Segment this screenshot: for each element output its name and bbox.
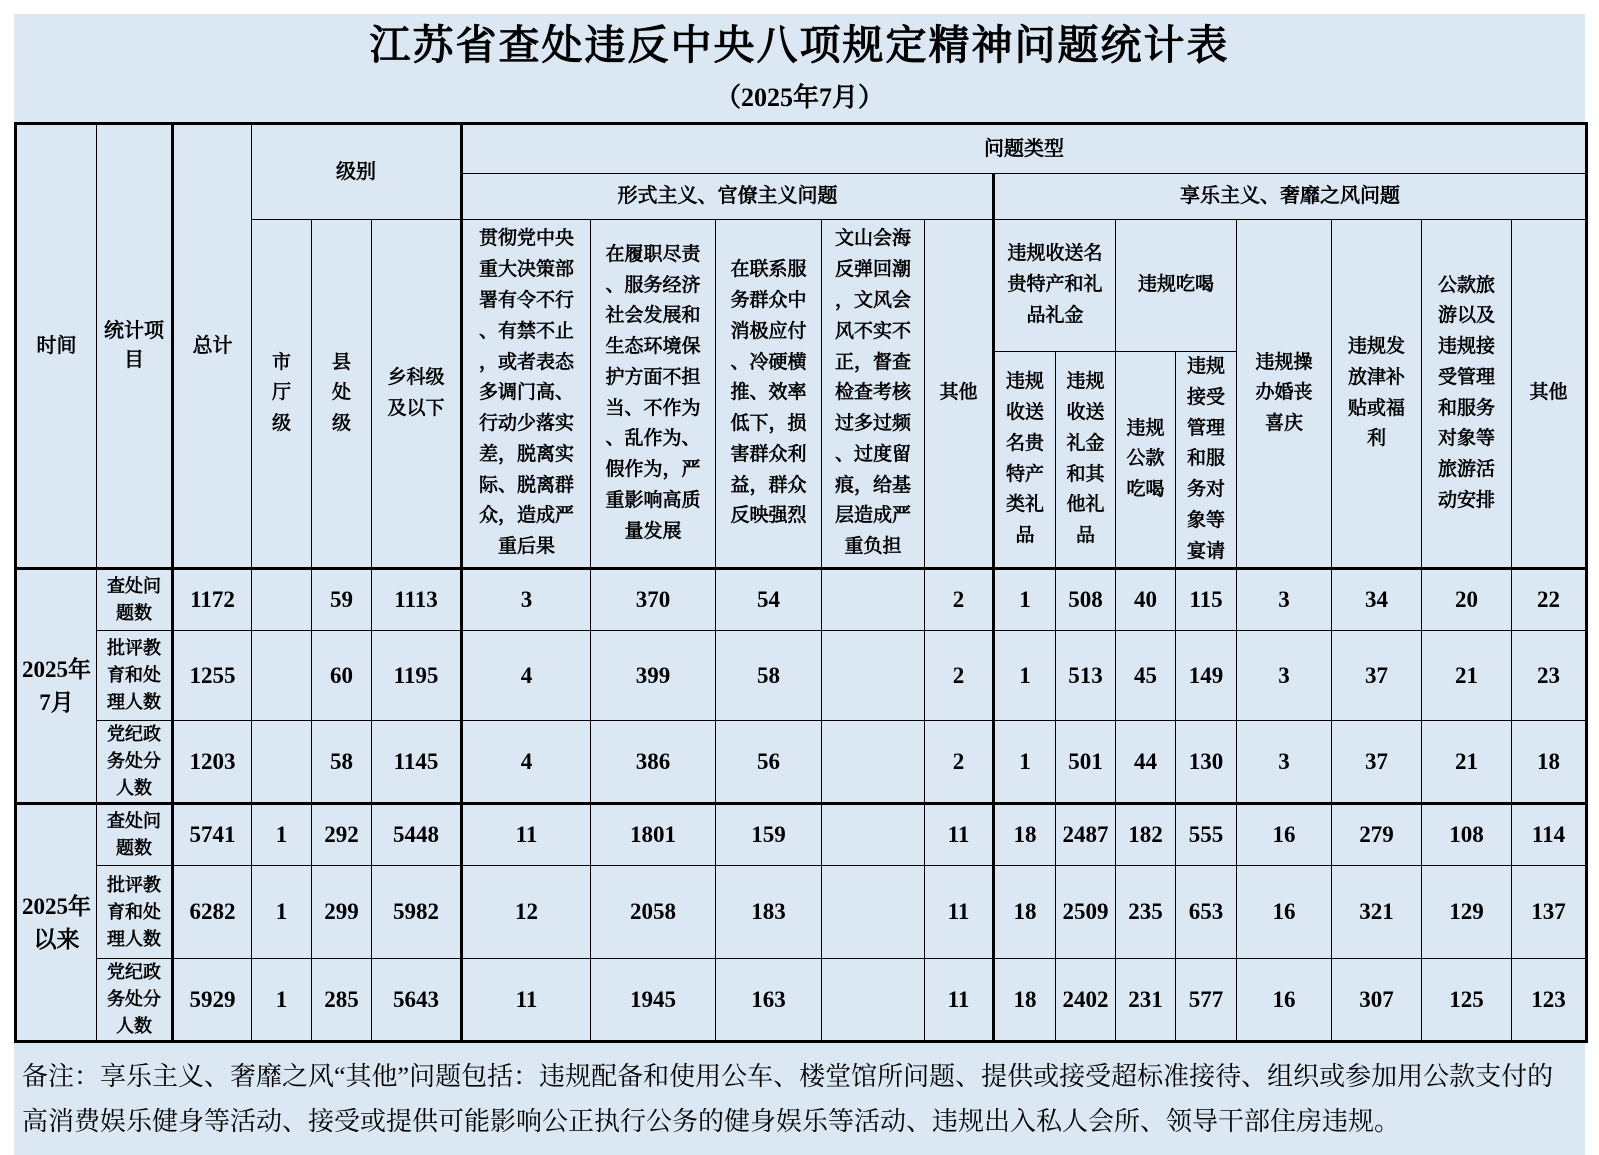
data-cell: 56 bbox=[716, 721, 822, 804]
data-cell bbox=[822, 721, 925, 804]
data-cell: 40 bbox=[1116, 569, 1176, 631]
data-cell: 18 bbox=[994, 804, 1056, 866]
data-cell: 555 bbox=[1176, 804, 1237, 866]
row-label: 批评教育和处理人数 bbox=[97, 631, 173, 721]
data-cell: 18 bbox=[994, 959, 1056, 1042]
data-cell: 159 bbox=[716, 804, 822, 866]
header-level-township bbox=[372, 220, 462, 569]
data-cell: 3 bbox=[1237, 721, 1332, 804]
data-cell: 1203 bbox=[173, 721, 252, 804]
header-allowance bbox=[1332, 220, 1422, 569]
data-cell: 2 bbox=[925, 721, 994, 804]
data-cell: 1195 bbox=[372, 631, 462, 721]
data-cell: 1 bbox=[994, 631, 1056, 721]
data-cell bbox=[822, 866, 925, 959]
data-cell: 5448 bbox=[372, 804, 462, 866]
data-cell: 183 bbox=[716, 866, 822, 959]
data-cell: 182 bbox=[1116, 804, 1176, 866]
header-hedonism-group: 享乐主义、奢靡之风问题 bbox=[994, 174, 1587, 220]
time-cell-since2025: 2025年以来 bbox=[16, 804, 97, 1042]
header-dining-col-2-text: 违规接受管理和服务对象等宴请 bbox=[1187, 356, 1226, 562]
data-cell: 653 bbox=[1176, 866, 1237, 959]
header-travel bbox=[1422, 220, 1512, 569]
data-cell: 1801 bbox=[591, 804, 716, 866]
data-cell: 6282 bbox=[173, 866, 252, 959]
row-label: 批评教育和处理人数 bbox=[97, 866, 173, 959]
header-level-township-text: 乡科级及以下 bbox=[387, 366, 445, 419]
data-cell: 16 bbox=[1237, 866, 1332, 959]
data-cell: 22 bbox=[1512, 569, 1587, 631]
header-travel-text: 公款旅游以及违规接受管理和服务对象等旅游活动安排 bbox=[1438, 274, 1496, 511]
data-cell: 54 bbox=[716, 569, 822, 631]
data-cell: 1113 bbox=[372, 569, 462, 631]
row-label: 查处问题数 bbox=[97, 569, 173, 631]
data-cell: 5929 bbox=[173, 959, 252, 1042]
data-cell: 1 bbox=[252, 804, 312, 866]
data-cell: 23 bbox=[1512, 631, 1587, 721]
data-cell: 125 bbox=[1422, 959, 1512, 1042]
data-cell: 2 bbox=[925, 569, 994, 631]
data-cell: 37 bbox=[1332, 721, 1422, 804]
data-cell: 4 bbox=[462, 721, 591, 804]
data-cell bbox=[252, 721, 312, 804]
data-cell: 137 bbox=[1512, 866, 1587, 959]
data-cell: 129 bbox=[1422, 866, 1512, 959]
data-cell: 2487 bbox=[1056, 804, 1116, 866]
header-formalism-col-3-text: 在联系服务群众中消极应付、冷硬横推、效率低下，损害群众利益，群众反映强烈 bbox=[730, 259, 807, 527]
header-formalism-col-1-text: 贯彻党中央重大决策部署有令不行、有禁不止，或者表态多调门高、行动少落实差，脱离实际、脱离群众，造成严重后果 bbox=[479, 228, 575, 558]
data-cell: 2509 bbox=[1056, 866, 1116, 959]
header-hedonism-other: 其他 bbox=[1512, 220, 1587, 569]
data-cell: 3 bbox=[462, 569, 591, 631]
data-cell: 149 bbox=[1176, 631, 1237, 721]
data-cell: 1172 bbox=[173, 569, 252, 631]
data-cell: 37 bbox=[1332, 631, 1422, 721]
data-cell: 3 bbox=[1237, 631, 1332, 721]
header-gifts-group bbox=[994, 220, 1116, 352]
data-cell: 21 bbox=[1422, 721, 1512, 804]
header-level-county-text: 县处级 bbox=[331, 351, 351, 435]
data-cell: 386 bbox=[591, 721, 716, 804]
header-formalism-col-1 bbox=[462, 220, 591, 569]
header-level-group: 级别 bbox=[252, 124, 462, 220]
header-stat-item: 统计项目 bbox=[97, 124, 173, 569]
data-cell: 11 bbox=[462, 804, 591, 866]
data-cell: 12 bbox=[462, 866, 591, 959]
header-total: 总计 bbox=[173, 124, 252, 569]
header-gifts-col-1-text: 违规收送名贵特产类礼品 bbox=[1006, 371, 1045, 547]
data-cell: 231 bbox=[1116, 959, 1176, 1042]
data-cell: 1 bbox=[994, 721, 1056, 804]
data-cell: 2 bbox=[925, 631, 994, 721]
data-cell: 21 bbox=[1422, 631, 1512, 721]
data-cell: 11 bbox=[925, 804, 994, 866]
time-cell-jul2025: 2025年7月 bbox=[16, 569, 97, 804]
header-formalism-group: 形式主义、官僚主义问题 bbox=[462, 174, 994, 220]
header-dining-col-1 bbox=[1116, 352, 1176, 569]
header-formalism-other: 其他 bbox=[925, 220, 994, 569]
data-cell: 44 bbox=[1116, 721, 1176, 804]
data-cell: 11 bbox=[925, 959, 994, 1042]
data-cell: 16 bbox=[1237, 804, 1332, 866]
data-cell: 2058 bbox=[591, 866, 716, 959]
data-cell: 3 bbox=[1237, 569, 1332, 631]
data-cell bbox=[252, 569, 312, 631]
header-wedding-funeral bbox=[1237, 220, 1332, 569]
data-cell: 235 bbox=[1116, 866, 1176, 959]
data-cell: 513 bbox=[1056, 631, 1116, 721]
data-cell: 4 bbox=[462, 631, 591, 721]
data-cell: 2402 bbox=[1056, 959, 1116, 1042]
data-cell: 163 bbox=[716, 959, 822, 1042]
data-cell: 279 bbox=[1332, 804, 1422, 866]
data-cell: 34 bbox=[1332, 569, 1422, 631]
title-block bbox=[14, 14, 1585, 122]
data-cell: 58 bbox=[312, 721, 372, 804]
data-cell: 1945 bbox=[591, 959, 716, 1042]
data-cell: 321 bbox=[1332, 866, 1422, 959]
data-cell: 18 bbox=[1512, 721, 1587, 804]
header-gifts-group-text: 违规收送名贵特产和礼品礼金 bbox=[1007, 243, 1103, 326]
data-cell: 60 bbox=[312, 631, 372, 721]
header-level-city-text: 市厅级 bbox=[271, 351, 291, 435]
header-formalism-col-3 bbox=[716, 220, 822, 569]
data-cell: 59 bbox=[312, 569, 372, 631]
data-cell: 292 bbox=[312, 804, 372, 866]
statistics-table bbox=[14, 122, 1588, 1043]
page-title: 江苏省查处违反中央八项规定精神问题统计表 bbox=[369, 21, 1230, 68]
data-cell: 501 bbox=[1056, 721, 1116, 804]
data-cell bbox=[822, 804, 925, 866]
header-gifts-col-2-text: 违规收送礼金和其他礼品 bbox=[1066, 371, 1105, 547]
row-label: 党纪政务处分人数 bbox=[97, 959, 173, 1042]
data-cell: 58 bbox=[716, 631, 822, 721]
data-cell: 5982 bbox=[372, 866, 462, 959]
data-cell bbox=[252, 631, 312, 721]
data-cell: 114 bbox=[1512, 804, 1587, 866]
header-gifts-col-1 bbox=[994, 352, 1056, 569]
header-formalism-col-4 bbox=[822, 220, 925, 569]
page-subtitle: （2025年7月） bbox=[714, 83, 884, 113]
data-cell: 130 bbox=[1176, 721, 1237, 804]
data-cell: 11 bbox=[462, 959, 591, 1042]
data-cell: 1 bbox=[252, 959, 312, 1042]
data-cell: 45 bbox=[1116, 631, 1176, 721]
header-level-county bbox=[312, 220, 372, 569]
footnote: 备注：享乐主义、奢靡之风“其他”问题包括：违规配备和使用公车、楼堂馆所问题、提供或接受超标准接待、组织或参加用公款支付的高消费娱乐健身等活动、接受或提供可能影响公正执行公务的健身娱乐等活动、违规出入私人会所、领导干部住房违规。 bbox=[14, 1043, 1585, 1155]
header-level-city bbox=[252, 220, 312, 569]
page bbox=[14, 14, 1585, 1155]
data-cell: 285 bbox=[312, 959, 372, 1042]
header-gifts-col-2 bbox=[1056, 352, 1116, 569]
header-problem-type: 问题类型 bbox=[462, 124, 1587, 174]
data-cell: 123 bbox=[1512, 959, 1587, 1042]
data-cell: 1255 bbox=[173, 631, 252, 721]
header-dining-col-2 bbox=[1176, 352, 1237, 569]
data-cell: 5741 bbox=[173, 804, 252, 866]
data-cell: 1 bbox=[252, 866, 312, 959]
data-cell: 1 bbox=[994, 569, 1056, 631]
header-formalism-col-2-text: 在履职尽责、服务经济社会发展和生态环境保护方面不担当、不作为、乱作为、假作为，严重影响高质量发展 bbox=[605, 243, 701, 542]
data-cell: 16 bbox=[1237, 959, 1332, 1042]
data-cell: 11 bbox=[925, 866, 994, 959]
data-cell bbox=[822, 569, 925, 631]
row-label: 党纪政务处分人数 bbox=[97, 721, 173, 804]
data-cell: 108 bbox=[1422, 804, 1512, 866]
data-cell: 1145 bbox=[372, 721, 462, 804]
data-cell: 307 bbox=[1332, 959, 1422, 1042]
data-cell: 115 bbox=[1176, 569, 1237, 631]
header-allowance-text: 违规发放津补贴或福利 bbox=[1348, 336, 1406, 450]
data-cell: 399 bbox=[591, 631, 716, 721]
data-cell bbox=[822, 631, 925, 721]
data-cell: 20 bbox=[1422, 569, 1512, 631]
data-cell: 577 bbox=[1176, 959, 1237, 1042]
data-cell: 370 bbox=[591, 569, 716, 631]
row-label: 查处问题数 bbox=[97, 804, 173, 866]
header-wedding-funeral-text: 违规操办婚丧喜庆 bbox=[1255, 351, 1313, 435]
data-cell: 5643 bbox=[372, 959, 462, 1042]
data-cell: 299 bbox=[312, 866, 372, 959]
header-formalism-col-4-text: 文山会海反弹回潮，文风会风不实不正，督查检查考核过多过频、过度留痕，给基层造成严重负担 bbox=[835, 228, 912, 558]
header-dining-group: 违规吃喝 bbox=[1116, 220, 1237, 352]
data-cell bbox=[822, 959, 925, 1042]
header-dining-col-1-text: 违规公款吃喝 bbox=[1126, 417, 1165, 501]
data-cell: 508 bbox=[1056, 569, 1116, 631]
header-time: 时间 bbox=[16, 124, 97, 569]
header-formalism-col-2 bbox=[591, 220, 716, 569]
data-cell: 18 bbox=[994, 866, 1056, 959]
